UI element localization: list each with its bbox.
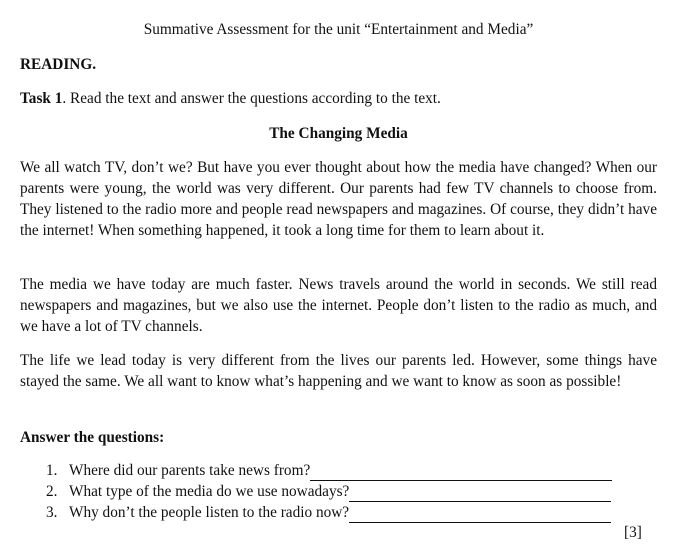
question-item: [20, 460, 657, 481]
questions-heading: Answer the questions:: [20, 429, 165, 446]
answer-line[interactable]: [349, 505, 611, 523]
section-label: READING.: [20, 56, 97, 73]
question-number: 3.: [46, 504, 58, 521]
question-number: 2.: [46, 483, 58, 500]
answer-line[interactable]: [349, 484, 611, 502]
task-instruction-text: . Read the text and answer the questions according to the text.: [62, 90, 441, 107]
questions-list: [20, 460, 657, 523]
reading-paragraph-2: The media we have today are much faster. News travels around the world in seconds. We still read newspapers and magazines, but we also use the internet. People don’t listen to the radio as much, and we have a lot of TV channels.: [20, 276, 657, 335]
reading-paragraph-3: The life we lead today is very different from the lives our parents led. However, some things have stayed the same. We all want to know what’s happening and we want to know as soon as possible!: [20, 352, 657, 390]
question-item: [20, 481, 657, 502]
question-text: What type of the media do we use nowadays?: [69, 483, 350, 500]
answer-line[interactable]: [310, 463, 612, 481]
document-title: Summative Assessment for the unit “Entertainment and Media”: [143, 21, 534, 38]
question-text: Why don’t the people listen to the radio now?: [69, 504, 350, 521]
reading-text-title: The Changing Media: [269, 125, 408, 142]
question-number: 1.: [46, 462, 58, 479]
reading-paragraph-1: We all watch TV, don’t we? But have you ever thought about how the media have changed? When our parents were young, the world was very different. Our parents had few TV channels to choose from. They listened to the radio more and people read newspapers and magazines. Of course, they didn’t have the internet! When something happened, it took a long time for them to learn about it.: [20, 159, 657, 239]
question-item: [20, 502, 657, 523]
question-text: Where did our parents take news from?: [69, 462, 311, 479]
task-instruction: [20, 89, 441, 109]
task-label: Task 1: [20, 90, 63, 107]
marks-total: [3]: [624, 524, 642, 541]
